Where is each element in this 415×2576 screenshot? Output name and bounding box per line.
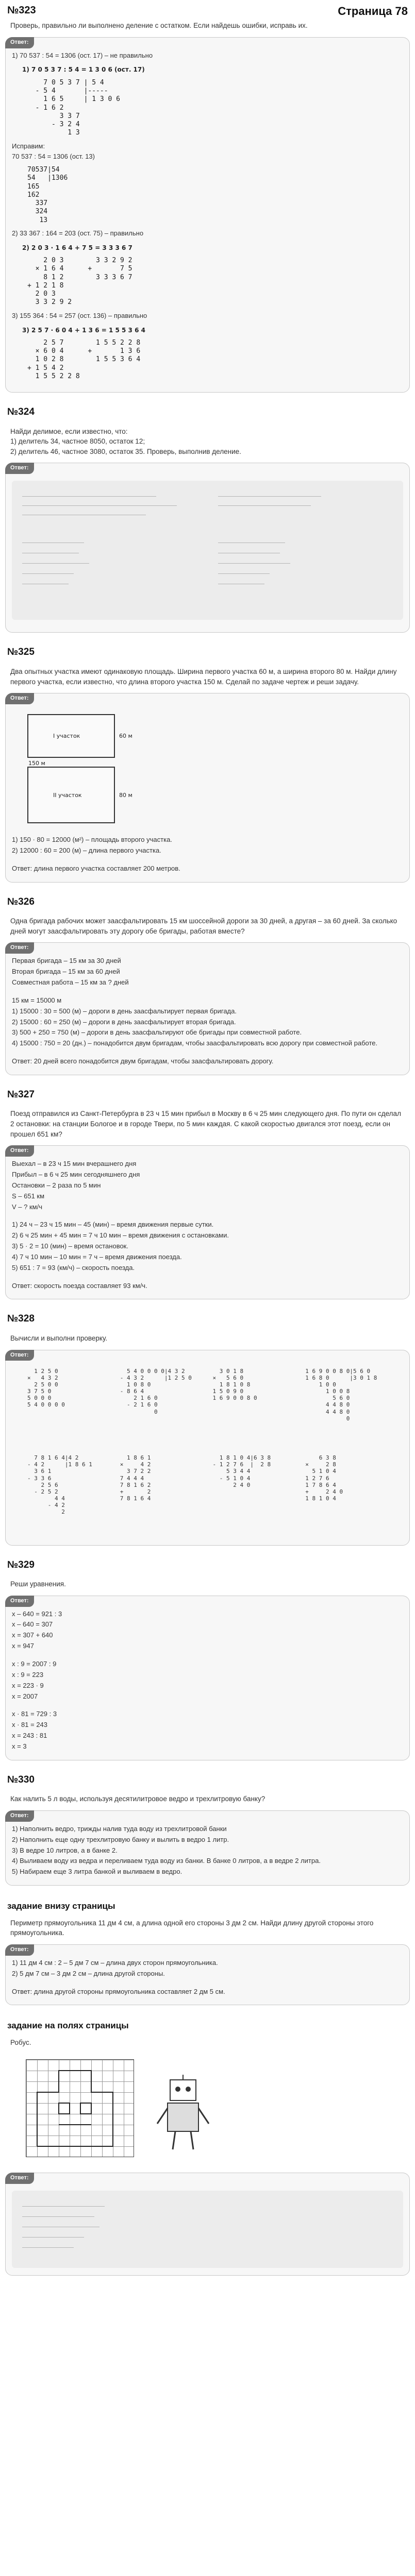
task-328-title: №328 bbox=[7, 1313, 35, 1325]
answer-line: 5) 651 : 7 = 93 (км/ч) – скорость поезда. bbox=[12, 1263, 135, 1272]
task-325-answer bbox=[5, 693, 410, 883]
answer-line: x – 640 = 307 bbox=[12, 1620, 53, 1629]
answer-line: Совместная работа – 15 км за ? дней bbox=[12, 978, 129, 986]
answer-tag: Ответ: bbox=[5, 1596, 34, 1607]
margins-task-prompt: Робус. bbox=[10, 2039, 31, 2047]
answer-tag: Ответ: bbox=[5, 942, 34, 954]
answer-line: x = 2007 bbox=[12, 1692, 38, 1700]
calc-cell: 1 8 1 0 4|6 3 8 - 1 2 7 6 | 2 8 5 3 4 4 - 5 1 0 4 2 4 0 bbox=[212, 1454, 271, 1488]
answer-line: 1) 15000 : 30 = 500 (м) – дороги в день заасфальтирует первая бригада. bbox=[12, 1007, 237, 1015]
answer-line: x : 9 = 2007 : 9 bbox=[12, 1660, 57, 1668]
diagram-label: I участок bbox=[53, 733, 80, 740]
diagram-label: 150 м bbox=[28, 760, 45, 767]
calc-title: 2) 2 0 3 · 1 6 4 + 7 5 = 3 3 3 6 7 bbox=[22, 244, 132, 251]
bottom-task-prompt: Периметр прямоугольника 11 дм 4 см, а длина одной его стороны 3 дм 2 см. Найди длину другой стороны этого прямоугольника. bbox=[10, 1919, 374, 1937]
answer-line: 4) 15000 : 750 = 20 (дн.) – понадобится двум бригадам, чтобы заасфальтировать всю дорогу при совместной работе. bbox=[12, 1039, 378, 1047]
answer-line: Ответ: длина другой стороны прямоугольника составляет 2 дм 5 см. bbox=[12, 1987, 225, 1995]
calc-column: 7 0 5 3 7 | 5 4 - 5 4 |----- 1 6 5 | 1 3 0 6 - 1 6 2 3 3 7 - 3 2 4 1 3 bbox=[35, 78, 121, 137]
prompt-line: 1) делитель 34, частное 8050, остаток 12; bbox=[10, 437, 145, 446]
answer-line: 1) Наполнить ведро, трижды налив туда воду из трехлитровой банки bbox=[12, 1824, 227, 1833]
answer-line: x = 223 · 9 bbox=[12, 1681, 44, 1689]
answer-line: Исправим: bbox=[12, 142, 45, 150]
answer-line: 1) 24 ч – 23 ч 15 мин – 45 (мин) – время движения первые сутки. bbox=[12, 1221, 214, 1229]
answer-line: 2) 15000 : 60 = 250 (м) – дороги в день заасфальтирует вторая бригада. bbox=[12, 1018, 236, 1026]
handwritten-solution-image bbox=[12, 481, 403, 620]
answer-line: Вторая бригада – 15 км за 60 дней bbox=[12, 968, 120, 976]
task-324-answer bbox=[5, 463, 410, 633]
calc-cell: 3 0 1 8 × 5 6 0 1 8 1 0 8 1 5 0 9 0 1 6 9 0 0 8 0 bbox=[212, 1367, 257, 1402]
calc-cell: 7 8 1 6 4|4 2 - 4 2 |1 8 6 1 3 6 1 - 3 3 6 2 5 6 - 2 5 2 4 4 - 4 2 2 bbox=[27, 1454, 92, 1516]
handwritten-solution-image bbox=[12, 2191, 403, 2268]
task-329-answer bbox=[5, 1596, 410, 1760]
robot-illustration bbox=[5, 2054, 410, 2162]
calc-title: 1) 7 0 5 3 7 : 5 4 = 1 3 0 6 (ост. 17) bbox=[22, 66, 145, 74]
answer-line: 3) 500 + 250 = 750 (м) – дороги в день заасфальтируют обе бригады при совместной работе. bbox=[12, 1028, 302, 1037]
answer-line: Прибыл – в 6 ч 25 мин сегодняшнего дня bbox=[12, 1170, 140, 1178]
answer-line: 2) 12000 : 60 = 200 (м) – длина первого участка. bbox=[12, 846, 161, 854]
task-326-prompt: Одна бригада рабочих может заасфальтировать 15 км шоссейной дороги за 30 дней, а другая – за 60 дней. За сколько дней могут заасфальтировать эту дорогу обе бригады, работая вместе? bbox=[10, 917, 397, 935]
page-title: Страница 78 bbox=[338, 5, 408, 18]
answer-line: Ответ: 20 дней всего понадобится двум бригадам, чтобы заасфальтировать дорогу. bbox=[12, 1057, 274, 1065]
answer-line: 3) 155 364 : 54 = 257 (ост. 136) – правильно bbox=[12, 311, 147, 319]
answer-line: x = 3 bbox=[12, 1742, 27, 1750]
diagram-label: 60 м bbox=[119, 733, 132, 740]
answer-line: 2) Наполнить еще одну трехлитровую банку и вылить в ведро 1 литр. bbox=[12, 1835, 229, 1843]
answer-line: 2) 6 ч 25 мин + 45 мин = 7 ч 10 мин – время движения с остановками. bbox=[12, 1231, 229, 1240]
answer-line: x : 9 = 223 bbox=[12, 1670, 44, 1679]
answer-tag: Ответ: bbox=[5, 1944, 34, 1956]
bottom-task-answer bbox=[5, 1944, 410, 2006]
answer-line: x = 307 + 640 bbox=[12, 1631, 53, 1639]
answer-line: 4) 7 ч 10 мин – 10 мин = 7 ч – время движения поезда. bbox=[12, 1252, 182, 1261]
answer-line: 1) 70 537 : 54 = 1306 (ост. 17) – не правильно bbox=[12, 51, 153, 59]
answer-line: 5) Набираем еще 3 литра банкой и выливаем в ведро. bbox=[12, 1868, 182, 1876]
answer-tag: Ответ: bbox=[5, 1145, 34, 1157]
task-327-prompt: Поезд отправился из Санкт-Петербурга в 23 ч 15 мин прибыл в Москву в 6 ч 25 мин следующего дня. По пути он сделал 2 остановки: на станции Бологое и в городе Твери, по 5 мин каждая. С какой скоростью двигался этот поезд, если он прошел 651 км? bbox=[10, 1110, 401, 1138]
task-328-answer bbox=[5, 1350, 410, 1546]
task-323-prompt: Проверь, правильно ли выполнено деление с остатком. Если найдешь ошибки, исправь их. bbox=[10, 22, 308, 29]
answer-line: Выехал – в 23 ч 15 мин вчерашнего дня bbox=[12, 1160, 137, 1168]
answer-line: x · 81 = 729 : 3 bbox=[12, 1710, 57, 1718]
answer-line: x = 243 : 81 bbox=[12, 1732, 47, 1740]
task-329-prompt: Реши уравнения. bbox=[10, 1580, 66, 1588]
task-327-title: №327 bbox=[7, 1089, 35, 1100]
calc-cell: 5 4 0 0 0 0|4 3 2 - 4 3 2 |1 2 5 0 1 0 8 0 - 8 6 4 2 1 6 0 - 2 1 6 0 0 bbox=[120, 1367, 192, 1415]
grid-drawing bbox=[26, 2059, 134, 2157]
answer-tag: Ответ: bbox=[5, 2173, 34, 2184]
task-number: №323 bbox=[7, 5, 36, 16]
robot-icon bbox=[155, 2075, 211, 2152]
answer-line: S – 651 км bbox=[12, 1192, 45, 1200]
calc-title: 3) 2 5 7 · 6 0 4 + 1 3 6 = 1 5 5 3 6 4 bbox=[22, 326, 145, 334]
calc-column: 70537|54 54 |1306 165 162 337 324 13 bbox=[27, 166, 68, 224]
answer-line: x · 81 = 243 bbox=[12, 1721, 48, 1729]
margins-task-title: задание на полях страницы bbox=[7, 2021, 129, 2031]
task-324-prompt bbox=[5, 427, 410, 457]
answer-line: Первая бригада – 15 км за 30 дней bbox=[12, 957, 121, 965]
answer-tag: Ответ: bbox=[5, 1350, 34, 1361]
task-326-title: №326 bbox=[7, 896, 35, 907]
answer-line: 3) В ведре 10 литров, а в банке 2. bbox=[12, 1846, 118, 1854]
answer-line: 1) 150 · 80 = 12000 (м²) – площадь второго участка. bbox=[12, 836, 172, 844]
task-330-title: №330 bbox=[7, 1774, 35, 1785]
answer-line: Остановки – 2 раза по 5 мин bbox=[12, 1181, 101, 1189]
answer-line: V – ? км/ч bbox=[12, 1202, 42, 1211]
answer-line: 2) 5 дм 7 см – 3 дм 2 см – длина другой стороны. bbox=[12, 1969, 165, 1977]
answer-tag: Ответ: bbox=[5, 37, 34, 48]
answer-tag: Ответ: bbox=[5, 693, 34, 704]
calc-column: 2 5 7 1 5 5 2 2 8 × 6 0 4 + 1 3 6 1 0 2 8 1 5 5 3 6 4 + 1 5 4 2 1 5 5 2 2 8 bbox=[27, 338, 141, 380]
prompt-line: Найди делимое, если известно, что: bbox=[10, 427, 128, 435]
answer-line: 4) Выливаем воду из ведра и переливаем туда воду из банки. В банке 0 литров, а в ведре 2 литра. bbox=[12, 1857, 321, 1865]
diagram-label: 80 м bbox=[119, 792, 132, 799]
task-325-prompt: Два опытных участка имеют одинаковую площадь. Ширина первого участка 60 м, а ширина второго 80 м. Найди длину первого участка, если известно, что длина второго участка 150 м. Сделай по задаче чертеж и реши задачу. bbox=[10, 667, 397, 686]
answer-line: Ответ: скорость поезда составляет 93 км/ч. bbox=[12, 1281, 147, 1290]
calc-cell: 1 2 5 0 × 4 3 2 2 5 0 0 3 7 5 0 5 0 0 0 5 4 0 0 0 0 bbox=[27, 1367, 65, 1409]
margins-task-answer bbox=[5, 2173, 410, 2276]
page-header bbox=[5, 0, 410, 21]
answer-line: 1) 11 дм 4 см : 2 – 5 дм 7 см – длина двух сторон прямоугольника. bbox=[12, 1958, 218, 1967]
prompt-line: 2) делитель 46, частное 3080, остаток 35. Проверь, выполнив деление. bbox=[10, 447, 241, 455]
task-324-title: №324 bbox=[7, 406, 35, 418]
calc-cell: 6 3 8 × 2 8 5 1 0 4 1 2 7 6 1 7 8 6 4 + 2 4 0 1 8 1 0 4 bbox=[305, 1454, 343, 1502]
task-326-answer bbox=[5, 942, 410, 1075]
bottom-task-title: задание внизу страницы bbox=[7, 1901, 115, 1911]
diagram-label: II участок bbox=[53, 792, 82, 799]
calc-column: 2 0 3 3 3 2 9 2 × 1 6 4 + 7 5 8 1 2 3 3 3 6 7 + 1 2 1 8 2 0 3 3 3 2 9 2 bbox=[27, 257, 132, 307]
answer-line: 2) 33 367 : 164 = 203 (ост. 75) – правильно bbox=[12, 229, 144, 237]
task-327-answer bbox=[5, 1145, 410, 1299]
calc-cell: 1 6 9 0 0 8 0|5 6 0 1 6 8 0 |3 0 1 8 1 0 0 1 0 0 8 5 6 0 4 4 8 0 4 4 8 0 0 bbox=[305, 1367, 377, 1422]
answer-line: x = 947 bbox=[12, 1642, 35, 1650]
answer-tag: Ответ: bbox=[5, 463, 34, 474]
answer-line: 3) 5 · 2 = 10 (мин) – время остановок. bbox=[12, 1242, 128, 1250]
answer-line: Ответ: длина первого участка составляет 200 метров. bbox=[12, 864, 180, 872]
task-330-prompt: Как налить 5 л воды, используя десятилитровое ведро и трехлитровую банку? bbox=[10, 1795, 265, 1803]
calc-grid bbox=[12, 1363, 403, 1538]
task-325-title: №325 bbox=[7, 647, 35, 658]
task-330-answer bbox=[5, 1810, 410, 1886]
answer-tag: Ответ: bbox=[5, 1810, 34, 1822]
calc-cell: 1 8 6 1 × 4 2 3 7 2 2 7 4 4 4 7 8 1 6 2 + 2 7 8 1 6 4 bbox=[120, 1454, 151, 1502]
answer-line: 15 км = 15000 м bbox=[12, 996, 62, 1004]
task-329-title: №329 bbox=[7, 1559, 35, 1570]
plots-diagram bbox=[12, 709, 403, 830]
task-323-answer bbox=[5, 37, 410, 393]
answer-line: x – 640 = 921 : 3 bbox=[12, 1609, 62, 1618]
answer-line: 70 537 : 54 = 1306 (ост. 13) bbox=[12, 152, 95, 161]
task-328-prompt: Вычисли и выполни проверку. bbox=[10, 1334, 108, 1342]
